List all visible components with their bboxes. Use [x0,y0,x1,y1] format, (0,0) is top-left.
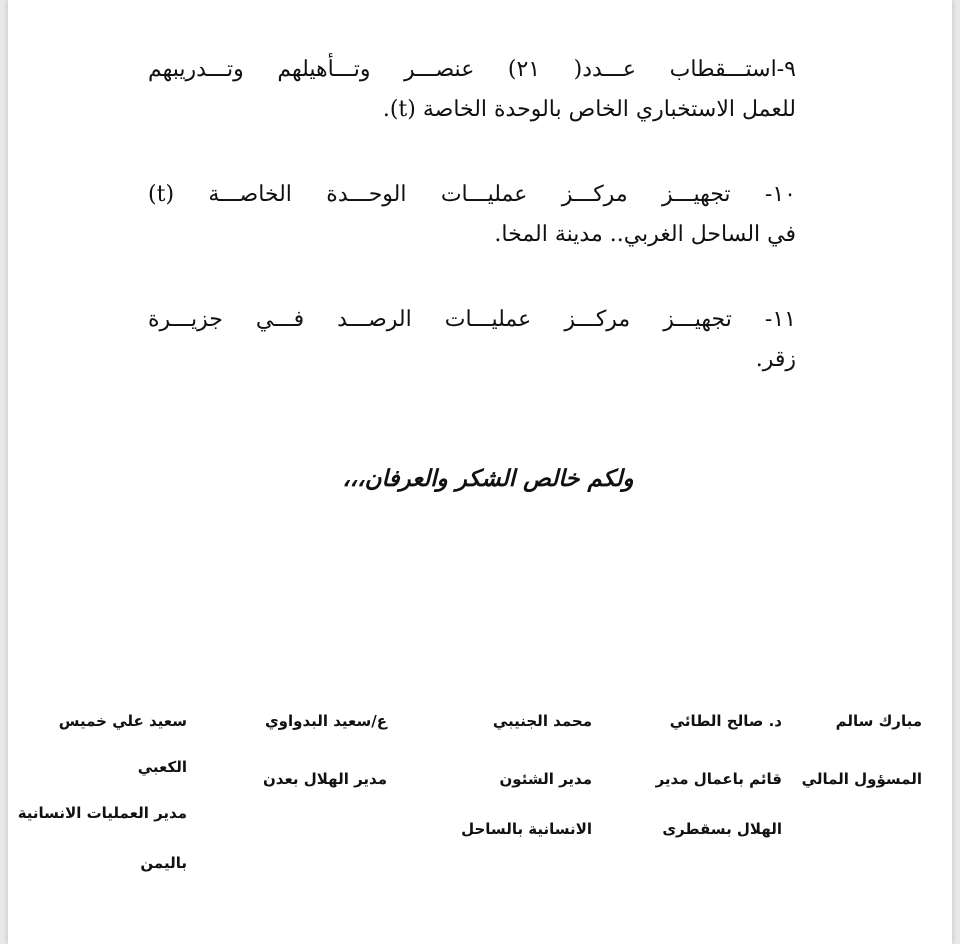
signatory-title-cont: الانسانية بالساحل [461,820,592,838]
item-11-line-2: زقر. [755,347,796,372]
signatory-title: مدير العمليات الانسانية [17,804,187,822]
item-10-line-1: ١٠- تجهيـــز مركـــز عمليـــات الوحـــدة الخاصـــة (t) [148,182,796,207]
signatory-title: مدير الهلال بعدن [262,770,387,788]
list-item-10 [148,175,796,255]
closing-line: ولكم خالص الشكر والعرفان،،، [342,465,634,492]
signatory-name-cont: الكعبي [137,758,187,776]
item-9-line-2: للعمل الاستخباري الخاص بالوحدة الخاصة (t). [382,97,796,122]
item-11-line-1: ١١- تجهيـــز مركـــز عمليـــات الرصـــد فـــي جزيـــرة [148,307,796,332]
signatory-title-cont: الهلال بسقطرى [662,820,782,838]
signatory-name: سعيد علي خميس [58,712,187,730]
item-9-line-1: ٩-استـــقطاب عـــدد( ٢١) عنصـــر وتـــأهيلهم وتـــدريبهم [148,57,796,82]
signatory-4 [263,712,387,820]
signatory-1 [802,712,922,820]
signatory-3 [461,712,592,838]
signatory-title-cont: باليمن [140,854,187,872]
signatory-name: محمد الجنيبي [492,712,592,730]
signatory-2 [656,712,782,838]
signatory-name: مبارك سالم [835,712,922,730]
signatory-name: ع/سعيد البدواوي [264,712,387,730]
list-item-11 [148,300,796,380]
list-item-9 [148,50,796,130]
signatory-name: د. صالح الطائي [669,712,782,730]
signatory-5 [18,712,187,872]
item-10-line-2: في الساحل الغربي.. مدينة المخا. [494,222,796,247]
signatory-title: مدير الشئون [499,770,592,788]
signatory-title: المسؤول المالي [801,770,922,788]
signatory-title: قائم باعمال مدير [655,770,782,788]
document-page [8,0,952,944]
